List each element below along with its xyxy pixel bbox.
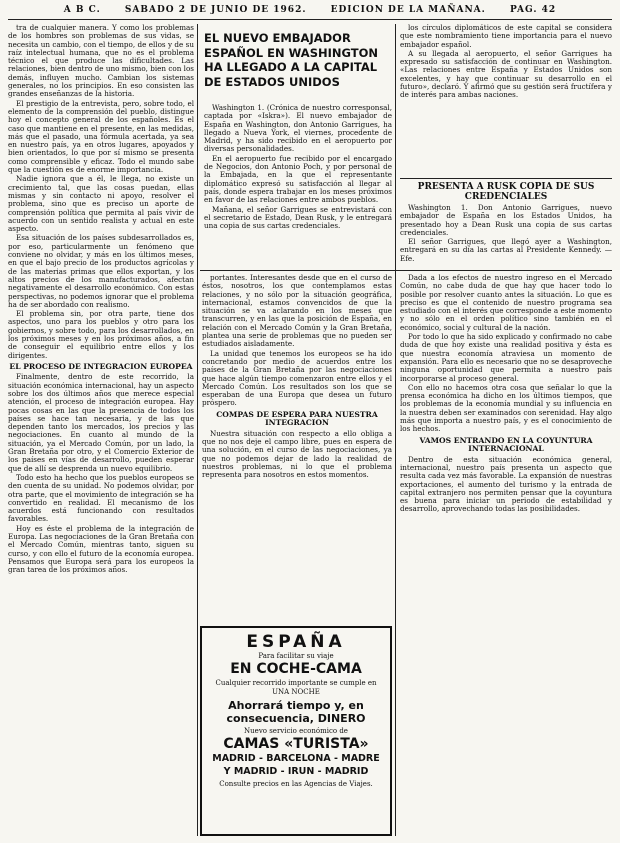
col3-paragraph: Por todo lo que ha sido explicado y confirmado no cabe duda de que hoy existe una realidad positiva y ésta es que nuestra economía atraviesa un momento de expansión. Para ello es necesario que no se desaproveche ninguna oportunidad que permita a nuestro país incorporarse al proceso general.: [400, 332, 612, 383]
ad-recorrido: Cualquier recorrido importante se cumple en UNA NOCHE: [215, 679, 377, 696]
col1-paragraph: tra de cualquier manera. Y como los problemas de los hombres son problemas de sus vidas, se necesita un cambio, con el tiempo, de ellos y de su raíz intelectual humana, que no es el problema técnico el que produce las dificultades. Las relaciones, bien dentro de uno mismo, bien con los demás, influyen mucho. Cambian los sistemas generales, no los principios. En eso consisten las grandes enseñanzas de la historia.: [8, 24, 194, 99]
col3-paragraph: Con ello no hacemos otra cosa que señalar lo que la prensa económica ha dicho en los últimos tiempos, que los problemas de la economía mundial y su influencia en la nuestra deben ser examinados con serenidad. Hay algo más que importa a nuestro país, y es el conocimiento de los hechos.: [400, 382, 612, 434]
ad-route-2: Y MADRID - IRUN - MADRID: [223, 766, 369, 777]
credentials-box: [400, 182, 612, 268]
page-header: [8, 2, 612, 20]
column-divider: [197, 24, 198, 836]
col1-paragraph: Nadie ignora que a él, le llega, no existe un crecimiento tal, que las cosas puedan, ellas mismas y sin contacto ni apoyo, resolver el problema, sino que es preciso un aporte de comprensión política que permita al país vivir de acuerdo con un sentido realista y actual en este aspecto.: [8, 174, 194, 234]
col3-paragraph: los círculos diplomáticos de este capital se considera que este nombramiento tiene importancia para el nuevo embajador español.: [400, 24, 612, 49]
col2-paragraph: En el aeropuerto fue recibido por el encargado de Negocios, don Antonio Poch, y por personal de la Embajada, en la que el representante diplomático expresó su satisfacción al llegar al país, donde espera trabajar en los meses próximos en favor de las relaciones entre ambos pueblos.: [204, 153, 392, 205]
ad-tagline: Para facilitar su viaje: [258, 652, 334, 660]
header-edition: EDICION DE LA MAÑANA.: [330, 5, 486, 15]
col1-paragraph: Todo esto ha hecho que los pueblos europeos se den cuenta de su unidad. No podemos olvidar, por otra parte, que el movimiento de integración se ha convertido en realidad. El mecanismo de los acuerdos está funcionando con resultados favorables.: [8, 472, 194, 524]
column-3-bottom: [400, 274, 612, 836]
col3-paragraph: Dentro de esta situación económica general, internacional, nuestro país presenta un aspecto que resulta cada vez más favorable. La expansión de nuestras exportaciones, el aumento del turismo y la entrada de capital extranjero nos permiten pensar que la coyuntura es buena para iniciar un periodo de estabilidad y desarrollo, aprovechando todas las posibilidades.: [400, 454, 612, 514]
credentials-headline: PRESENTA A RUSK COPIA DE SUS CREDENCIALES: [417, 182, 595, 202]
credentials-text: Washington 1. Don Antonio Garrigues, nuevo embajador de España en los Estados Unidos, ha presentado hoy a Dean Rusk una copia de sus cartas credenciales.: [400, 203, 612, 237]
column-2-bottom: [202, 274, 392, 618]
col2-paragraph: Mañana, el señor Garrigues se entrevistará con el secretario de Estado, Dean Rusk, y le entregará una copia de sus cartas credenciales.: [204, 204, 392, 231]
credentials-text: El señor Garrigues, que llegó ayer a Washington, entregará en su día las cartas al Presidente Kennedy. — Efe.: [400, 237, 612, 263]
col3-paragraph: A su llegada al aeropuerto, el señor Garrigues ha expresado su satisfacción de continuar en Washington. «Las relaciones entre España y Estados Unidos son excelentes, y hay que continuar su desarrollo en el futuro», declaró. Y afirmó que su gestión será fructífera y de interés para ambas naciones.: [400, 48, 612, 100]
ad-camas-turista: CAMAS «TURISTA»: [223, 736, 369, 752]
col1-paragraph: El prestigio de la entrevista, pero, sobre todo, el elemento de la comprensión del pueblo, distingue hoy el concepto general de los españoles. Es el caso que mantiene en el presente, en las medidas, más que el pasado, una fórmula acertada, ya sea en nuestro país, ya en otros lugares, apoyados y bien orientados, lo que por sí mismo se presenta como comprensible y eficaz. Todo el mundo sabe que la cuestión es de enorme importancia.: [8, 98, 194, 175]
col1-subhead: EL PROCESO DE INTEGRACION EUROPEA: [9, 361, 193, 371]
main-headline: EL NUEVO EMBAJADOR ESPAÑOL EN WASHINGTON HA LLEGADO A LA CAPITAL DE ESTADOS UNIDOS: [204, 31, 378, 89]
col1-paragraph: Hoy es éste el problema de la integración de Europa. Las negociaciones de la Gran Bretaña con el Mercado Común, mientras tanto, siguen su curso, y con ello el futuro de la economía europea. Pensamos que Europa será para los europeos la gran tarea de los próximos años.: [8, 523, 194, 575]
column-1: [8, 24, 194, 836]
col3-paragraph: Dada a los efectos de nuestro ingreso en el Mercado Común, no cabe duda de que hay que hacer todo lo posible por resolver cuanto antes la situación. Lo que es preciso es que el contenido de nuestro programa sea estudiado con el interés que corresponde a este momento y no sólo en el orden político sino también en el económico, social y cultural de la nación.: [400, 274, 612, 332]
column-2-top: [204, 104, 392, 264]
col3-subhead: VAMOS ENTRANDO EN LA COYUNTURA INTERNACIONAL: [419, 435, 593, 454]
col2-paragraph: Nuestra situación con respecto a ello obliga a que no nos deje el campo libre, pues en espera de una solución, en el curso de las negociaciones, ya que no podemos dejar de lado la realidad de nuestros problemas, ni lo que el problema representa para nosotros en estos momentos.: [202, 428, 392, 480]
column-3-top: [400, 24, 612, 174]
box-rule: [400, 178, 612, 179]
ad-route-1: MADRID - BARCELONA - MADRE: [212, 753, 380, 764]
header-date: SABADO 2 DE JUNIO DE 1962.: [124, 5, 307, 15]
column-divider: [395, 24, 396, 836]
section-divider: [200, 270, 612, 271]
col1-paragraph: Esa situación de los países subdesarrollados es, por eso, particularmente un fenómeno que conviene no olvidar, y más en los últimos meses, en que el bajo precio de los productos agrícolas y de las materias primas que ellos exportan, y los altos precios de los manufacturados, afectan negativamente el desarrollo económico. Con estas perspectivas, no podemos ignorar que el problema ha de ser abordado con realismo.: [8, 233, 194, 309]
ad-nuevo-servicio: Nuevo servicio económico de: [244, 727, 348, 735]
ad-coche-cama: EN COCHE-CAMA: [230, 661, 362, 677]
col2-subhead: COMPAS DE ESPERA PARA NUESTRA INTEGRACION: [216, 409, 378, 428]
col1-paragraph: Finalmente, dentro de este recorrido, la situación económica internacional, hay un aspecto sobre los dos últimos años que merece especial atención, el proceso de integración europea. Hay pocas cosas en las que la presencia de todos los países se hace tan necesaria, y de las que dependen tanto los mercados, los precios y las negociaciones. En cuanto al mundo de la situación, ya el Mercado Común, por un lado, la Gran Bretaña por otro, y el Comercio Exterior de los países en vías de desarrollo, pueden esperar que de allí se desprenda un nuevo equilibrio.: [8, 372, 194, 473]
ad-ahorrara: Ahorrará tiempo y, en consecuencia, DINERO: [226, 699, 366, 725]
coche-cama-advertisement: [200, 626, 392, 836]
col2-paragraph: La unidad que tenemos los europeos se ha ido concretando por medio de acuerdos entre los países de la Gran Bretaña por las negociaciones que hace algún tiempo comenzaron entre ellos y el Mercado Común. Los resultados son los que se esperaban de una Europa que desea un futuro próspero.: [202, 348, 392, 408]
ad-consulte: Consulte precios en las Agencias de Viajes.: [219, 780, 373, 788]
ad-espana: ESPAÑA: [246, 632, 346, 652]
col2-paragraph: portantes. Interesantes desde que en el curso de éstos, nosotros, los que contemplamos estas relaciones, y no sólo por la situación geográfica, internacional, estamos convencidos de que la situación se va aclarando en los meses que transcurren, y en las que la posición de España, en relación con el Mercado Común y la Gran Bretaña, plantea una serie de problemas que no pueden ser estudiados aisladamente.: [202, 274, 392, 349]
header-page-number: PAG. 42: [509, 5, 557, 15]
col1-paragraph: El problema sin, por otra parte, tiene dos aspectos, uno para los pueblos y otro para los gobiernos, y sobre todo, para los desarrollados, en los próximos meses y en los próximos años, a fin de conseguir el equilibrio entre ellos y los dirigentes.: [8, 309, 194, 360]
col2-paragraph: Washington 1. (Crónica de nuestro corresponsal, captada por «Iskra»). El nuevo embajador de España en Washington, don Antonio Garrigues, ha llegado a Nueva York, el viernes, procedente de Madrid, y ha sido recibido en el aeropuerto por diversas personalidades.: [204, 104, 392, 154]
header-paper: A B C.: [63, 5, 101, 15]
